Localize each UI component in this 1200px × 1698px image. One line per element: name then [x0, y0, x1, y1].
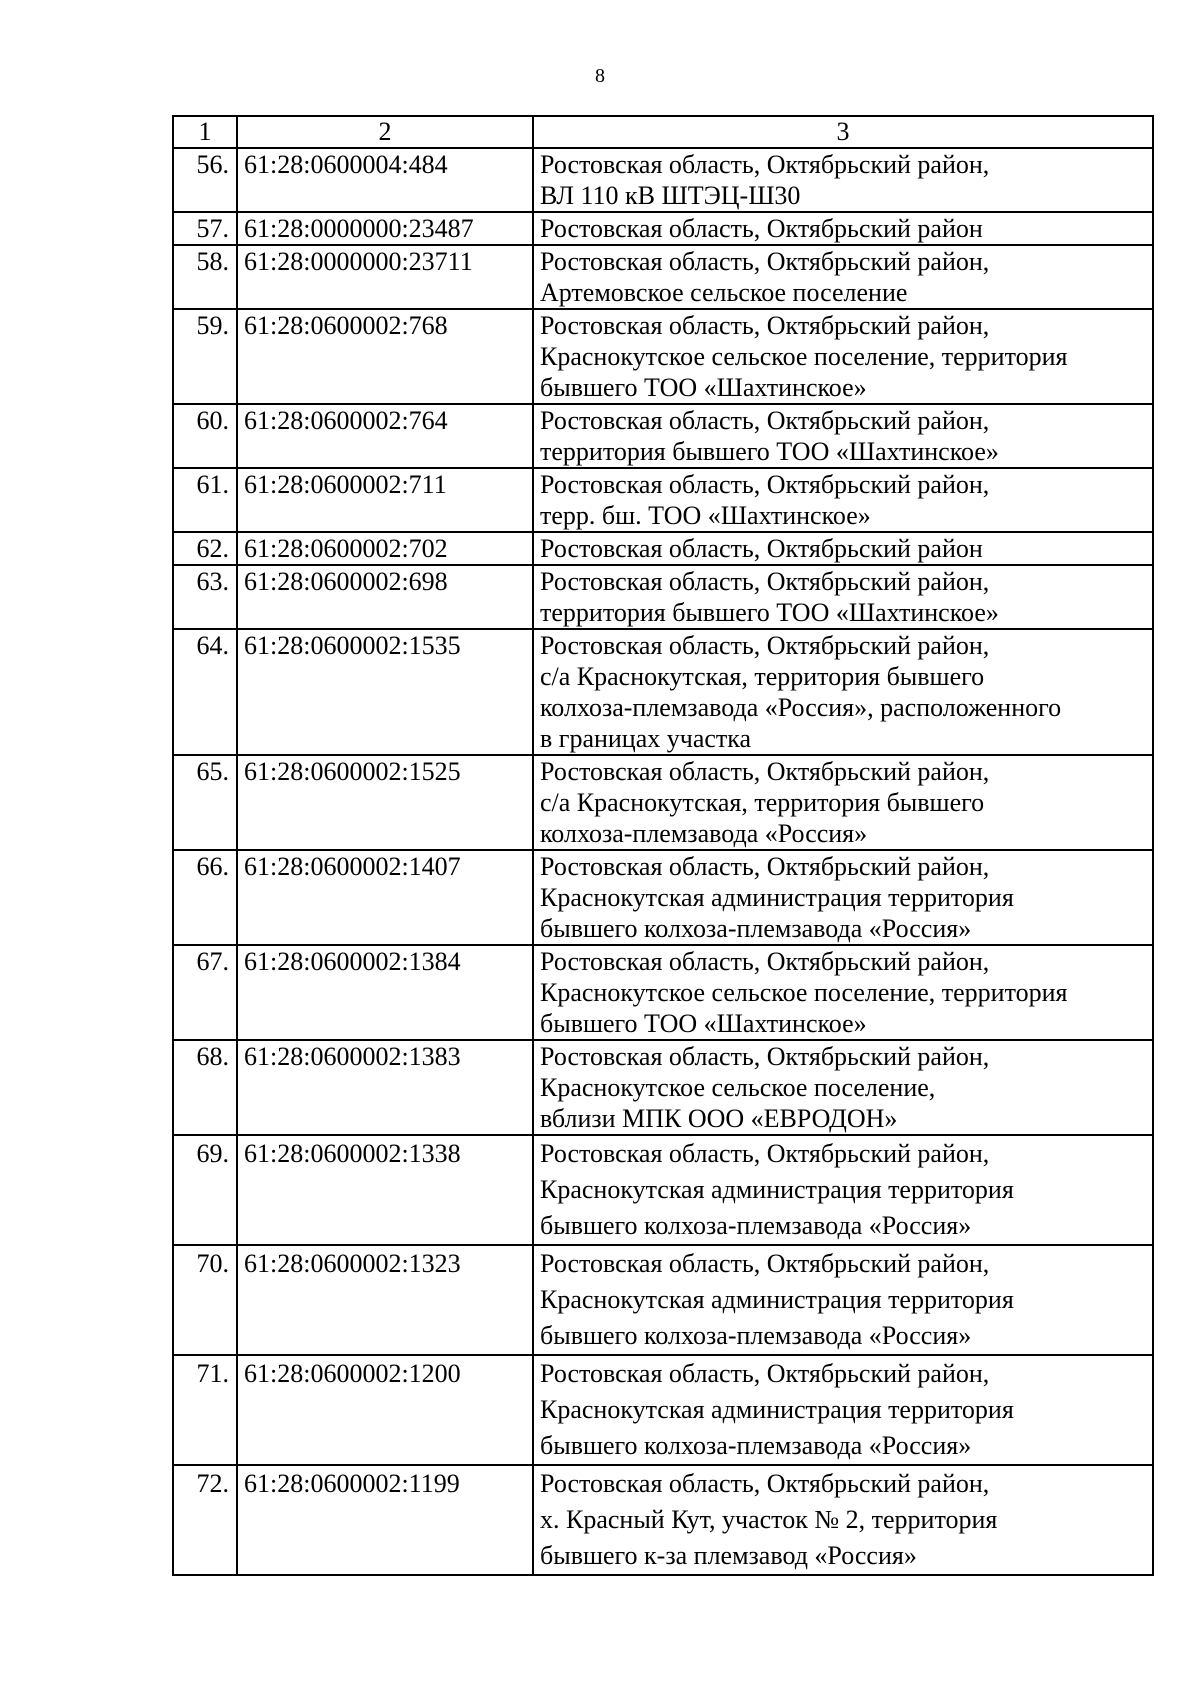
- address-line: Ростовская область, Октябрьский район,: [540, 150, 990, 179]
- address-cell: [533, 404, 1153, 468]
- address-line: Артемовское сельское поселение: [540, 278, 908, 307]
- table-row: [173, 629, 1153, 755]
- address-cell: [533, 755, 1153, 850]
- row-number: 69.: [173, 1135, 237, 1245]
- table-row: [173, 1245, 1153, 1355]
- address-cell: [533, 532, 1153, 565]
- address-line: территория бывшего ТОО «Шахтинское»: [540, 437, 999, 466]
- address-line: Ростовская область, Октябрьский район,: [540, 470, 990, 499]
- address-line: Ростовская область, Октябрьский район,: [540, 1469, 990, 1498]
- row-number: 68.: [173, 1040, 237, 1135]
- cadastral-number: 61:28:0600002:698: [237, 565, 533, 629]
- header-col-2: 2: [237, 116, 533, 148]
- address-line: Ростовская область, Октябрьский район,: [540, 1042, 990, 1071]
- address-cell: [533, 148, 1153, 212]
- address-cell: [533, 245, 1153, 309]
- header-col-3: 3: [533, 116, 1153, 148]
- address-line: х. Красный Кут, участок № 2, территория: [540, 1505, 998, 1534]
- cadastral-number: 61:28:0600002:1535: [237, 629, 533, 755]
- address-line: бывшего колхоза-племзавода «Россия»: [540, 1211, 972, 1240]
- table-row: [173, 148, 1153, 212]
- address-line: колхоза-племзавода «Россия», расположенного: [540, 693, 1062, 722]
- table-row: [173, 850, 1153, 945]
- address-line: с/а Краснокутская, территория бывшего: [540, 662, 985, 691]
- row-number: 71.: [173, 1355, 237, 1465]
- address-cell: [533, 1040, 1153, 1135]
- address-line: Ростовская область, Октябрьский район,: [540, 1139, 990, 1168]
- address-line: Ростовская область, Октябрьский район: [540, 534, 983, 563]
- table-header-row: [173, 116, 1153, 148]
- address-line: бывшего колхоза-племзавода «Россия»: [540, 1321, 972, 1350]
- address-cell: [533, 1245, 1153, 1355]
- table-row: [173, 1355, 1153, 1465]
- cadastral-number: 61:28:0600002:1525: [237, 755, 533, 850]
- address-cell: [533, 309, 1153, 404]
- address-line: вблизи МПК ООО «ЕВРОДОН»: [540, 1104, 898, 1133]
- address-cell: [533, 1355, 1153, 1465]
- row-number: 72.: [173, 1465, 237, 1575]
- address-cell: [533, 1135, 1153, 1245]
- address-line: ВЛ 110 кВ ШТЭЦ-Ш30: [540, 181, 801, 210]
- table-row: [173, 532, 1153, 565]
- cadastral-number: 61:28:0600002:1199: [237, 1465, 533, 1575]
- row-number: 61.: [173, 468, 237, 532]
- address-line: бывшего к-за племзавод «Россия»: [540, 1541, 917, 1570]
- table-row: [173, 1135, 1153, 1245]
- cadastral-number: 61:28:0600002:1338: [237, 1135, 533, 1245]
- table-row: [173, 945, 1153, 1040]
- address-line: Краснокутская администрация территория: [540, 1395, 1014, 1424]
- address-line: Ростовская область, Октябрьский район,: [540, 631, 990, 660]
- cadastral-number: 61:28:0600002:764: [237, 404, 533, 468]
- land-plots-table: [172, 115, 1154, 1576]
- row-number: 60.: [173, 404, 237, 468]
- cadastral-number: 61:28:0000000:23711: [237, 245, 533, 309]
- address-line: Ростовская область, Октябрьский район,: [540, 852, 990, 881]
- address-line: Ростовская область, Октябрьский район: [540, 214, 983, 243]
- address-line: бывшего ТОО «Шахтинское»: [540, 1009, 867, 1038]
- row-number: 57.: [173, 212, 237, 245]
- row-number: 66.: [173, 850, 237, 945]
- cadastral-number: 61:28:0600002:1383: [237, 1040, 533, 1135]
- address-line: с/а Краснокутская, территория бывшего: [540, 788, 985, 817]
- table-row: [173, 565, 1153, 629]
- address-cell: [533, 945, 1153, 1040]
- row-number: 65.: [173, 755, 237, 850]
- address-cell: [533, 1465, 1153, 1575]
- address-line: Ростовская область, Октябрьский район,: [540, 311, 990, 340]
- row-number: 70.: [173, 1245, 237, 1355]
- address-line: Ростовская область, Октябрьский район,: [540, 947, 990, 976]
- table-row: [173, 245, 1153, 309]
- table-row: [173, 309, 1153, 404]
- table-row: [173, 468, 1153, 532]
- cadastral-number: 61:28:0600002:768: [237, 309, 533, 404]
- address-cell: [533, 850, 1153, 945]
- address-line: Ростовская область, Октябрьский район,: [540, 406, 990, 435]
- row-number: 67.: [173, 945, 237, 1040]
- address-line: бывшего колхоза-племзавода «Россия»: [540, 1431, 972, 1460]
- address-line: Ростовская область, Октябрьский район,: [540, 567, 990, 596]
- address-line: Краснокутское сельское поселение,: [540, 1073, 936, 1102]
- table-row: [173, 212, 1153, 245]
- address-line: Краснокутская администрация территория: [540, 1285, 1014, 1314]
- row-number: 59.: [173, 309, 237, 404]
- address-line: Ростовская область, Октябрьский район,: [540, 757, 990, 786]
- address-line: Краснокутское сельское поселение, территория: [540, 342, 1068, 371]
- header-col-1: 1: [173, 116, 237, 148]
- cadastral-number: 61:28:0600002:1407: [237, 850, 533, 945]
- address-cell: [533, 565, 1153, 629]
- cadastral-number: 61:28:0600002:1200: [237, 1355, 533, 1465]
- row-number: 62.: [173, 532, 237, 565]
- cadastral-number: 61:28:0600002:711: [237, 468, 533, 532]
- table-body: [173, 116, 1153, 1575]
- cadastral-number: 61:28:0600004:484: [237, 148, 533, 212]
- cadastral-number: 61:28:0600002:1323: [237, 1245, 533, 1355]
- address-line: Ростовская область, Октябрьский район,: [540, 1359, 990, 1388]
- row-number: 56.: [173, 148, 237, 212]
- address-line: Ростовская область, Октябрьский район,: [540, 247, 990, 276]
- page-number: 8: [595, 65, 605, 87]
- address-line: территория бывшего ТОО «Шахтинское»: [540, 598, 999, 627]
- row-number: 64.: [173, 629, 237, 755]
- table-row: [173, 1465, 1153, 1575]
- cadastral-number: 61:28:0600002:1384: [237, 945, 533, 1040]
- address-cell: [533, 629, 1153, 755]
- address-line: бывшего ТОО «Шахтинское»: [540, 373, 867, 402]
- address-line: Краснокутское сельское поселение, территория: [540, 978, 1068, 1007]
- row-number: 63.: [173, 565, 237, 629]
- address-line: бывшего колхоза-племзавода «Россия»: [540, 914, 972, 943]
- cadastral-number: 61:28:0000000:23487: [237, 212, 533, 245]
- address-line: терр. бш. ТОО «Шахтинское»: [540, 501, 871, 530]
- row-number: 58.: [173, 245, 237, 309]
- address-line: Ростовская область, Октябрьский район,: [540, 1249, 990, 1278]
- table-row: [173, 755, 1153, 850]
- address-line: колхоза-племзавода «Россия»: [540, 819, 868, 848]
- table-row: [173, 404, 1153, 468]
- table-row: [173, 1040, 1153, 1135]
- address-line: Краснокутская администрация территория: [540, 1175, 1014, 1204]
- address-line: в границах участка: [540, 724, 752, 753]
- cadastral-number: 61:28:0600002:702: [237, 532, 533, 565]
- address-line: Краснокутская администрация территория: [540, 883, 1014, 912]
- address-cell: [533, 212, 1153, 245]
- address-cell: [533, 468, 1153, 532]
